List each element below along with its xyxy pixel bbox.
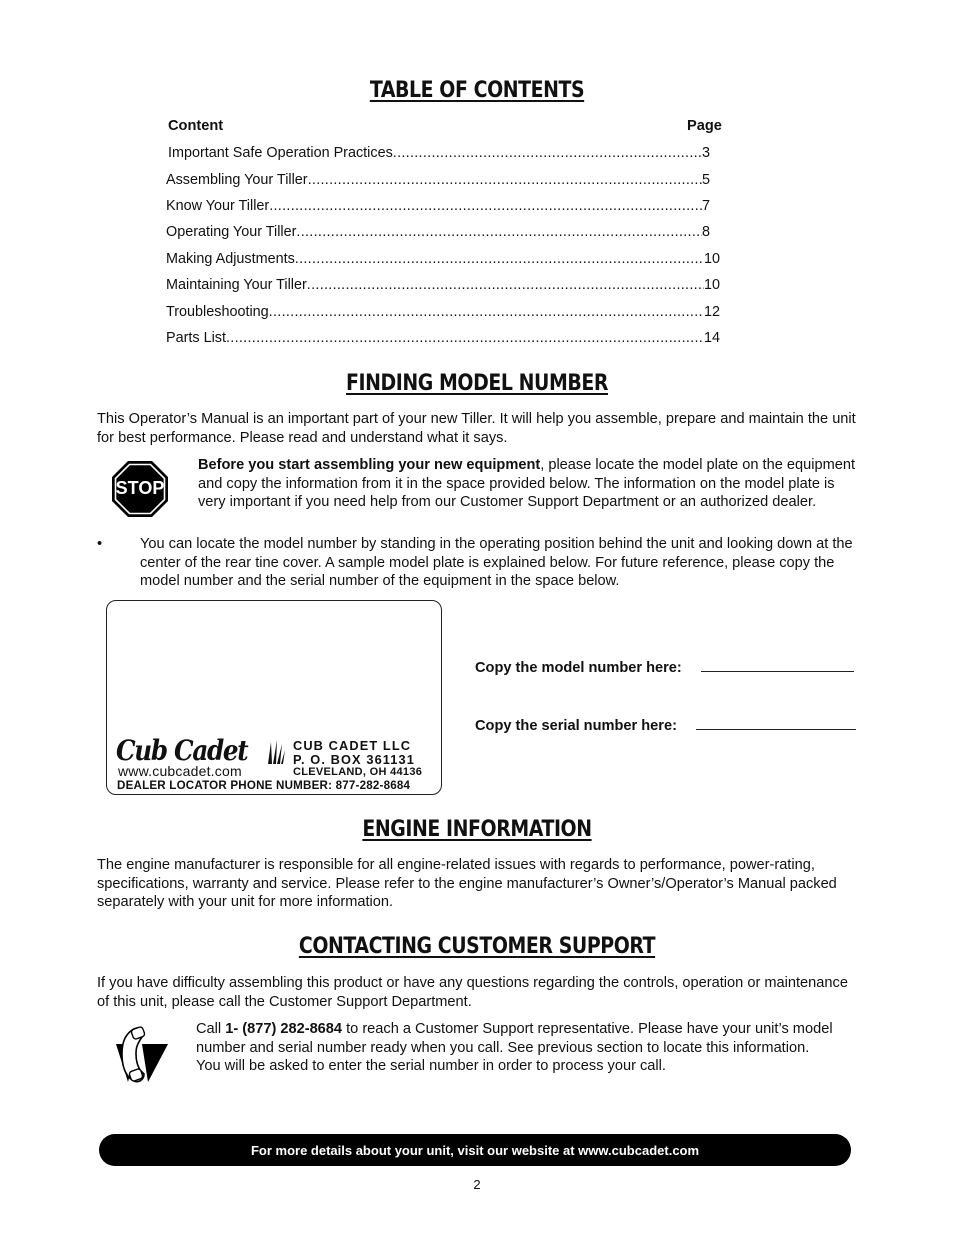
stop-notice-bold: Before you start assembling your new equipment (198, 457, 541, 473)
toc-entry-label: Operating Your Tiller (166, 224, 297, 240)
copy-serial-label: Copy the serial number here: (475, 718, 677, 734)
toc-entry[interactable] (166, 330, 720, 346)
phone-icon (112, 1024, 172, 1086)
toc-leader (269, 304, 704, 320)
toc-entry[interactable] (166, 251, 720, 267)
toc-entry-page: 5 (701, 172, 710, 188)
toc-title: TABLE OF CONTENTS (369, 78, 585, 103)
toc-entry-page: 7 (701, 198, 710, 214)
toc-col-page: Page (687, 118, 722, 134)
toc-entry[interactable] (166, 277, 720, 293)
toc-entry-label: Know Your Tiller (166, 198, 270, 214)
engine-section-title: ENGINE INFORMATION (362, 817, 592, 842)
support-phone-number[interactable]: 1- (877) 282-8684 (225, 1021, 343, 1037)
website-footer-text[interactable]: For more details about your unit, visit our website at www.cubcadet.com (250, 1142, 700, 1158)
grass-logo-icon (266, 738, 286, 764)
toc-entry-page: 3 (701, 145, 710, 161)
toc-leader (295, 251, 704, 267)
plate-company: CUB CADET LLC (293, 738, 412, 753)
toc-leader (393, 145, 702, 161)
locate-model-text: You can locate the model number by standing in the operating position behind the unit and looking down at the center of the rear tine cover. A sample model plate is explained below. For future reference, please copy the model number and the serial number of the equipment in the space below. (140, 536, 853, 590)
support-intro-text: If you have difficulty assembling this product or have any questions regarding the controls, operation or maintenance of this unit, please call the Customer Support Department. (97, 975, 848, 1010)
toc-entry-label: Making Adjustments (166, 251, 295, 267)
support-section-title: CONTACTING CUSTOMER SUPPORT (298, 934, 656, 959)
toc-entry-label: Important Safe Operation Practices (168, 145, 393, 161)
toc-entry-page: 10 (703, 277, 720, 293)
toc-entry-page: 10 (703, 251, 720, 267)
toc-entry-page: 12 (703, 304, 720, 320)
plate-pobox: P. O. BOX 361131 (293, 752, 415, 767)
toc-leader (269, 198, 702, 214)
plate-city: CLEVELAND, OH 44136 (293, 766, 423, 778)
toc-leader (226, 330, 704, 346)
stop-notice-rest: , please locate the model plate on the equipment and copy the information from it in the space provided below. The information on the model plate is very important if you need help from our Customer Support Department or an authorized dealer. (198, 457, 856, 511)
plate-dealer-phone: DEALER LOCATOR PHONE NUMBER: 877-282-8684 (117, 779, 411, 792)
bullet-marker: • (97, 536, 103, 552)
page-number: 2 (473, 1177, 481, 1192)
call-support-text (196, 1020, 836, 1076)
toc-leader (307, 277, 704, 293)
copy-model-label: Copy the model number here: (475, 660, 682, 676)
toc-leader (296, 224, 702, 240)
toc-entry-page: 14 (703, 330, 720, 346)
toc-col-content: Content (168, 118, 224, 134)
model-plate (106, 600, 442, 795)
toc-entry[interactable] (166, 224, 710, 240)
model-intro-text: This Operator’s Manual is an important part of your new Tiller. It will help you assemble, prepare and maintain the unit for best performance. Please read and understand what it says. (97, 411, 856, 446)
toc-entry[interactable] (166, 198, 710, 214)
toc-entry-label: Parts List (166, 330, 226, 346)
call-prefix: Call (196, 1021, 226, 1037)
engine-info-text: The engine manufacturer is responsible for all engine-related issues with regards to performance, power-rating, specifications, warranty and service. Please refer to the engine manufacturer’s Owner’s/Operator’s Manual packed separately with your unit for more information. (97, 857, 837, 911)
toc-entry-label: Assembling Your Tiller (166, 172, 308, 188)
stop-notice-text (198, 456, 858, 512)
serial-number-write-line[interactable] (696, 729, 856, 730)
logo-wordmark: Cub Cadet (116, 734, 248, 767)
toc-entry-label: Troubleshooting (166, 304, 269, 320)
toc-entry-page: 8 (701, 224, 710, 240)
model-number-write-line[interactable] (701, 671, 854, 672)
toc-entry[interactable] (168, 145, 710, 161)
toc-entry-label: Maintaining Your Tiller (166, 277, 307, 293)
toc-entry[interactable] (166, 304, 720, 320)
plate-website: www.cubcadet.com (118, 763, 242, 779)
call-rest: to reach a Customer Support representative. Please have your unit’s model number and serial number ready when you call. See previous section to locate this information. You will be asked to enter the serial number in order to process your call. (196, 1021, 833, 1075)
model-section-title: FINDING MODEL NUMBER (345, 371, 609, 396)
stop-sign-icon (111, 460, 169, 518)
stop-sign-label: STOP (115, 478, 165, 498)
toc-leader (308, 172, 702, 188)
website-footer-bar (99, 1134, 851, 1166)
toc-entry[interactable] (166, 172, 710, 188)
